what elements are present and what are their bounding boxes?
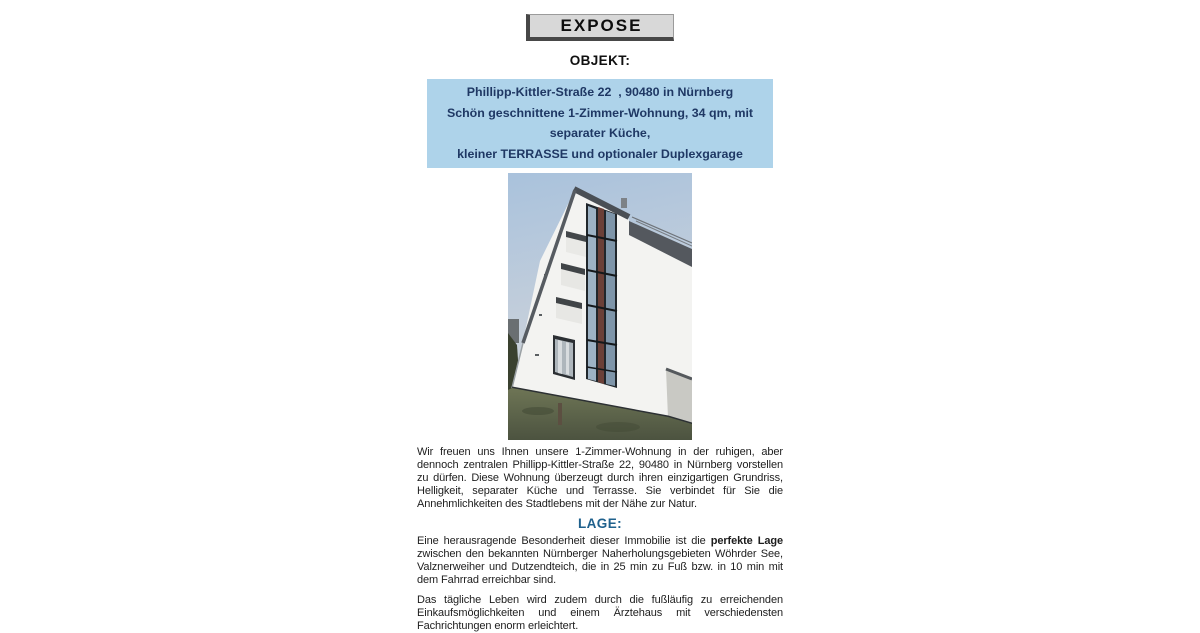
building-photo-graphic (508, 173, 692, 440)
chimney (621, 198, 627, 208)
property-info-box (427, 79, 773, 168)
expose-button[interactable] (526, 14, 674, 41)
property-features: kleiner TERRASSE und optionaler Duplexgarage (457, 146, 743, 161)
vent (539, 314, 542, 316)
vent (535, 354, 539, 356)
wooden-post (558, 403, 562, 425)
glass-pane-right (606, 211, 615, 386)
expose-button-label: EXPOSE (560, 16, 643, 35)
lage-paragraph-1 (417, 535, 783, 587)
lage-heading: LAGE: (578, 516, 622, 531)
lage-paragraph-2: Das tägliche Leben wird zudem durch die fußläufig zu erreichenden Einkaufsmöglichkeiten und einem Ärztehaus mit verschiedensten Fachrichtungen enorm erleichtert. (417, 594, 783, 632)
property-address: Phillipp-Kittler-Straße 22 , 90480 in Nürnberg (466, 85, 734, 99)
intro-paragraph: Wir freuen uns Ihnen unsere 1-Zimmer-Wohnung in der ruhigen, aber dennoch zentralen Phillipp-Kittler-Straße 22, 90480 in Nürnberg vorstellen zu dürfen. Diese Wohnung überzeugt durch ihren einzigartigen Grundriss, Helligkeit, separater Küche und Terrasse. Sie verbindet für Sie die Annehmlichkeiten des Stadtlebens mit der Nähe zur Natur. (417, 446, 783, 510)
vent (544, 274, 547, 276)
lawn-patch (596, 422, 640, 432)
document-page (417, 14, 783, 633)
property-summary: Schön geschnittene 1-Zimmer-Wohnung, 34 qm, mit separater Küche, (446, 105, 757, 140)
objekt-heading: OBJEKT: (569, 53, 631, 68)
building-photo (508, 173, 692, 440)
lawn-patch (522, 407, 554, 415)
glass-pane-left (588, 206, 596, 381)
mullion-redbrown (598, 207, 604, 384)
lage-paragraph-1-bold: perfekte Lage (710, 535, 783, 547)
lage-paragraph-1-after: zwischen den bekannten Nürnberger Naherholungsgebieten Wöhrder See, Valznerweiher und Dutzendteich, die in 25 min zu Fuß bzw. in 10 min mit dem Fahrrad erreichbar sind. (417, 548, 783, 586)
lage-paragraph-1-before: Eine herausragende Besonderheit dieser Immobilie ist die (417, 535, 711, 547)
